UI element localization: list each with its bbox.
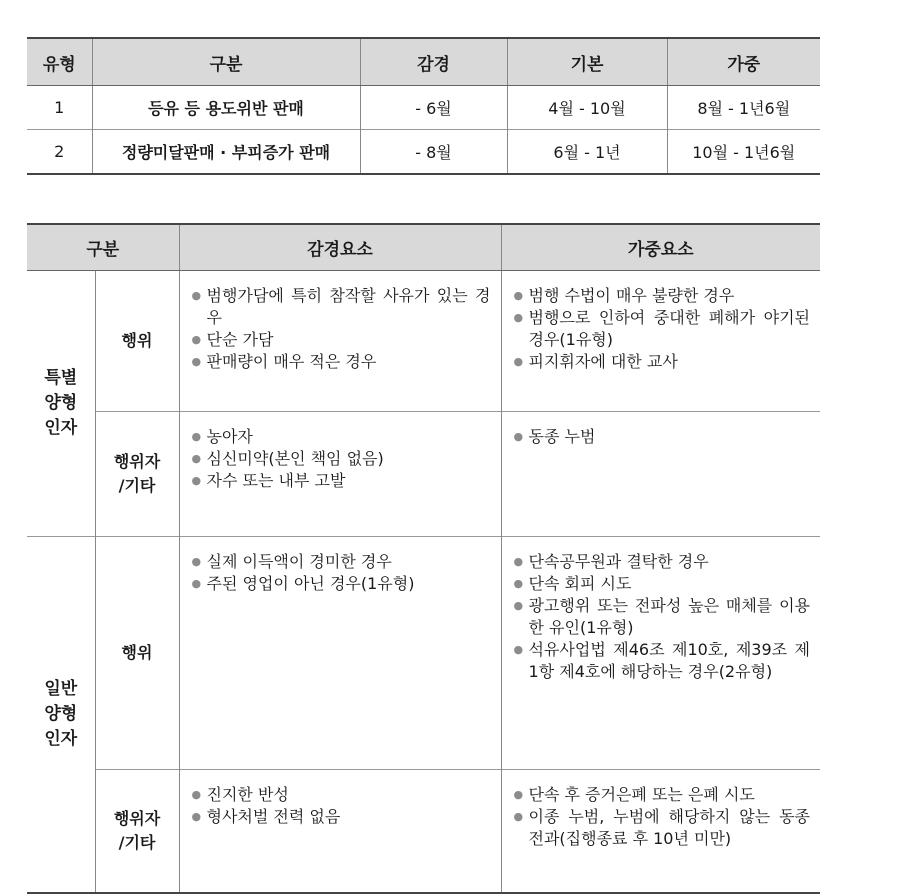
list-item: ● 광고행위 또는 전파성 높은 매체를 이용한 유인(1유형) xyxy=(514,595,811,639)
subcategory-act: 행위 xyxy=(95,271,179,412)
list-item: ● 단속공무원과 결탁한 경우 xyxy=(514,551,811,573)
sentencing-factors-table xyxy=(27,223,820,894)
list-item: ● 실제 이득액이 경미한 경우 xyxy=(192,551,491,573)
subcategory-actor-other: 행위자 /기타 xyxy=(95,412,179,537)
list-item: ● 범행가담에 특히 참작할 사유가 있는 경우 xyxy=(192,285,491,329)
mitigated-range: - 8월 xyxy=(360,130,507,175)
header-category: 구분 xyxy=(27,224,179,271)
mitigated-range: - 6월 xyxy=(360,86,507,130)
special-factors-label: 특별 양형 인자 xyxy=(27,271,95,537)
table-row xyxy=(27,86,820,130)
list-item: ● 석유사업법 제46조 제10호, 제39조 제1항 제4호에 해당하는 경우(2유형) xyxy=(514,639,811,683)
header-aggravating-factors: 가중요소 xyxy=(501,224,820,271)
aggravating-cell xyxy=(501,537,820,770)
header-mitigating-factors: 감경요소 xyxy=(179,224,501,271)
category-name: 정량미달판매 · 부피증가 판매 xyxy=(92,130,360,175)
table-row xyxy=(27,770,820,894)
list-item: ● 단속 회피 시도 xyxy=(514,573,811,595)
list-item: ● 자수 또는 내부 고발 xyxy=(192,470,491,492)
header-category: 구분 xyxy=(92,38,360,86)
basic-range: 4월 - 10월 xyxy=(507,86,667,130)
mitigating-cell xyxy=(179,537,501,770)
aggravated-range: 10월 - 1년6월 xyxy=(667,130,820,175)
basic-range: 6월 - 1년 xyxy=(507,130,667,175)
list-item: ● 심신미약(본인 책임 없음) xyxy=(192,448,491,470)
table-row xyxy=(27,537,820,770)
list-item: ● 진지한 반성 xyxy=(192,784,491,806)
mitigating-cell xyxy=(179,770,501,894)
aggravating-cell xyxy=(501,271,820,412)
header-basic: 기본 xyxy=(507,38,667,86)
list-item: ● 단속 후 증거은폐 또는 은폐 시도 xyxy=(514,784,811,806)
header-mitigated: 감경 xyxy=(360,38,507,86)
list-item: ● 단순 가담 xyxy=(192,329,491,351)
subcategory-actor-other: 행위자 /기타 xyxy=(95,770,179,894)
list-item: ● 이종 누범, 누범에 해당하지 않는 동종 전과(집행종료 후 10년 미만) xyxy=(514,806,811,850)
list-item: ● 피지휘자에 대한 교사 xyxy=(514,351,811,373)
type-number: 1 xyxy=(27,86,92,130)
mitigating-cell xyxy=(179,271,501,412)
category-name: 등유 등 용도위반 판매 xyxy=(92,86,360,130)
table-row xyxy=(27,130,820,175)
aggravating-cell xyxy=(501,770,820,894)
aggravating-cell xyxy=(501,412,820,537)
table-row xyxy=(27,412,820,537)
subcategory-act: 행위 xyxy=(95,537,179,770)
list-item: ● 판매량이 매우 적은 경우 xyxy=(192,351,491,373)
list-item: ● 범행 수법이 매우 불량한 경우 xyxy=(514,285,811,307)
header-aggravated: 가중 xyxy=(667,38,820,86)
table-header-row xyxy=(27,38,820,86)
header-type: 유형 xyxy=(27,38,92,86)
general-factors-label: 일반 양형 인자 xyxy=(27,537,95,894)
type-number: 2 xyxy=(27,130,92,175)
list-item: ● 범행으로 인하여 중대한 폐해가 야기된 경우(1유형) xyxy=(514,307,811,351)
list-item: ● 농아자 xyxy=(192,426,491,448)
aggravated-range: 8월 - 1년6월 xyxy=(667,86,820,130)
table-header-row xyxy=(27,224,820,271)
list-item: ● 동종 누범 xyxy=(514,426,811,448)
mitigating-cell xyxy=(179,412,501,537)
table-row xyxy=(27,271,820,412)
list-item: ● 형사처벌 전력 없음 xyxy=(192,806,491,828)
list-item: ● 주된 영업이 아닌 경우(1유형) xyxy=(192,573,491,595)
sentencing-range-table xyxy=(27,37,820,175)
